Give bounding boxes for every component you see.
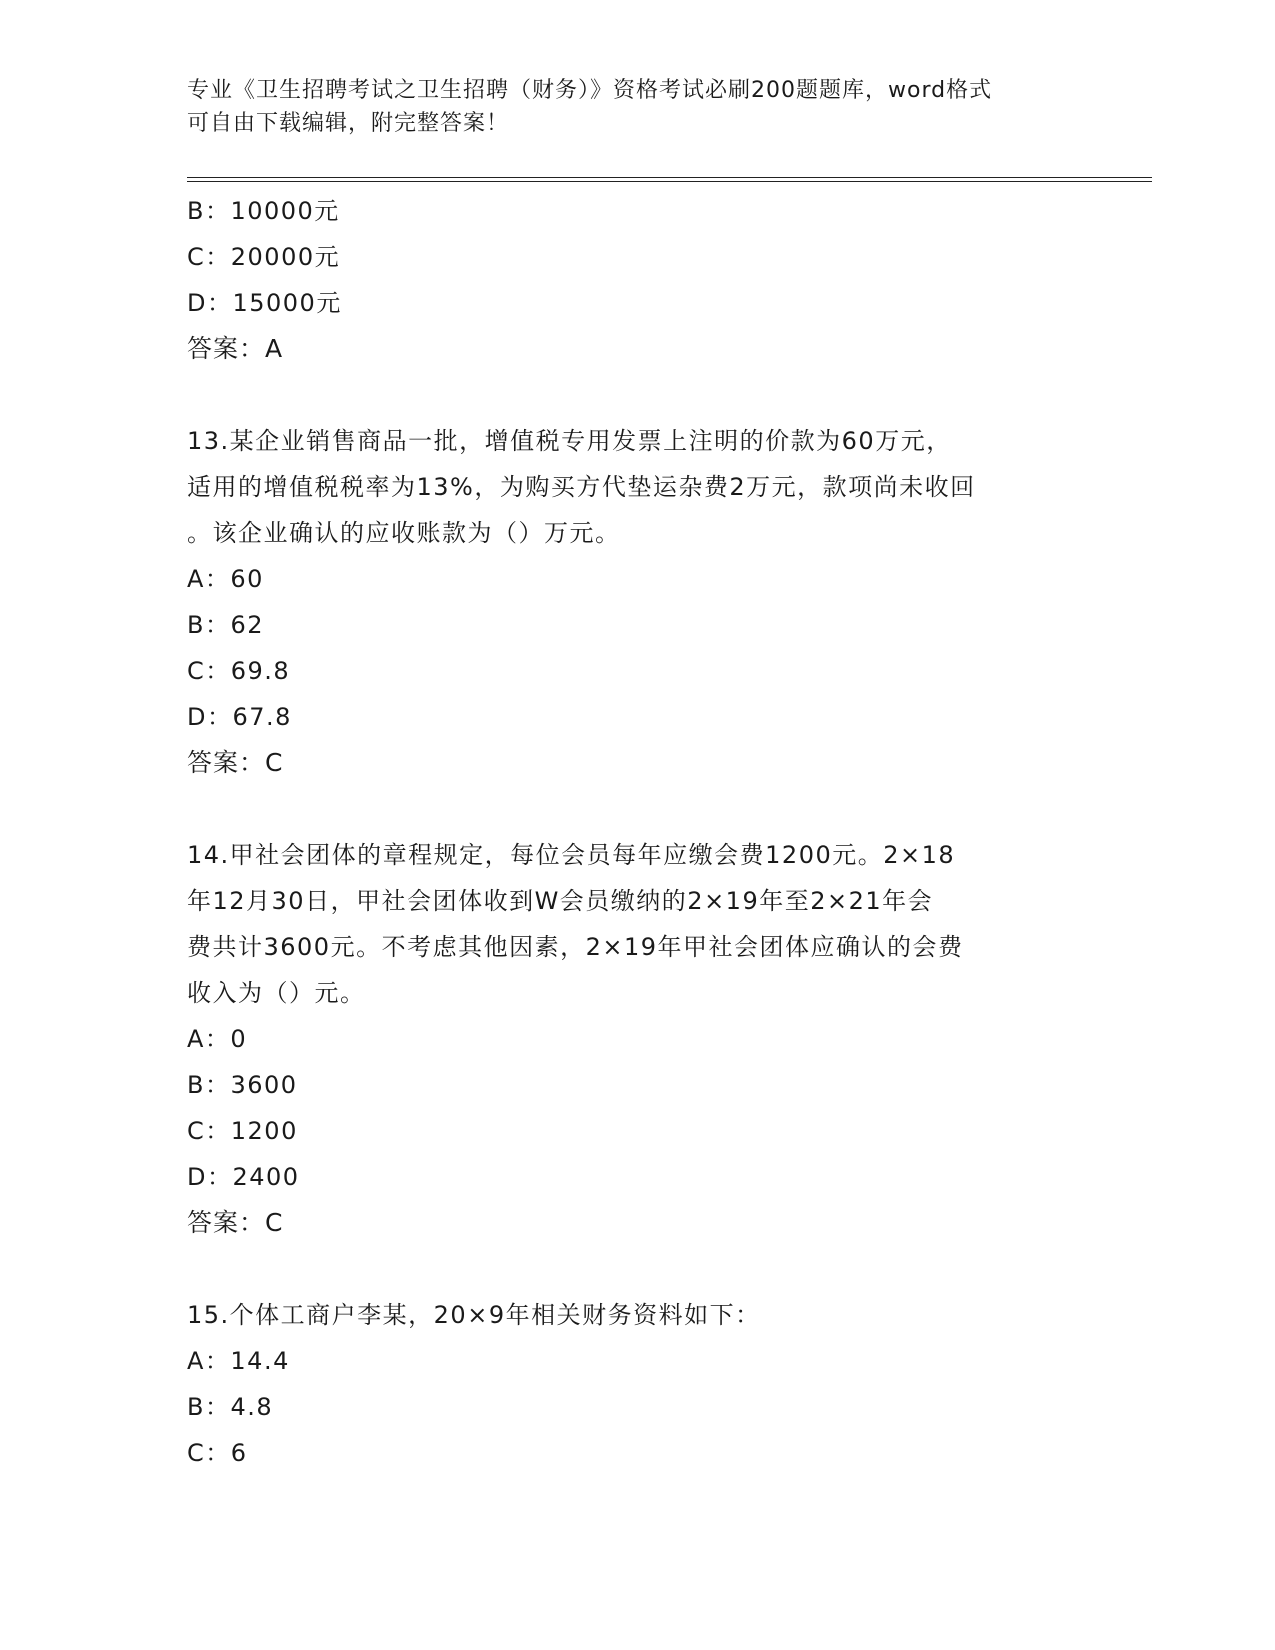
header-line-2: 可自由下载编辑，附完整答案！ <box>187 111 510 136</box>
answer-line: 答案：A <box>187 334 284 363</box>
option-b: B：10000元 <box>187 197 340 225</box>
spacer <box>187 372 1087 418</box>
spacer <box>187 786 1087 832</box>
question-15 <box>187 1292 1087 1476</box>
question-stem-line: 适用的增值税税率为13%，为购买方代垫运杂费2万元，款项尚未收回 <box>187 473 976 501</box>
option-d: D：15000元 <box>187 289 342 317</box>
question-stem-line: 年12月30日，甲社会团体收到W会员缴纳的2×19年至2×21年会 <box>187 887 934 915</box>
question-stem-line: 收入为（）元。 <box>187 979 366 1007</box>
answer-line: 答案：C <box>187 748 284 777</box>
header-line-1: 专业《卫生招聘考试之卫生招聘（财务）》资格考试必刷200题题库，word格式 <box>187 78 993 103</box>
question-12-tail <box>187 188 1087 372</box>
option-c: C：20000元 <box>187 243 341 271</box>
question-content <box>187 188 1087 1476</box>
question-13 <box>187 418 1087 786</box>
option-a: A：14.4 <box>187 1347 290 1375</box>
option-a: A：60 <box>187 565 264 593</box>
spacer <box>187 1246 1087 1292</box>
option-d: D：2400 <box>187 1163 300 1191</box>
question-stem-line: 。该企业确认的应收账款为（）万元。 <box>187 519 621 547</box>
option-d: D：67.8 <box>187 703 292 731</box>
option-b: B：4.8 <box>187 1393 274 1421</box>
question-stem-line: 13.某企业销售商品一批，增值税专用发票上注明的价款为60万元， <box>187 427 952 455</box>
question-stem-line: 15.个体工商户李某，20×9年相关财务资料如下： <box>187 1301 761 1329</box>
page-header <box>187 74 1067 140</box>
question-stem-line: 费共计3600元。不考虑其他因素，2×19年甲社会团体应确认的会费 <box>187 933 964 961</box>
header-rule-top <box>187 177 1152 178</box>
question-14 <box>187 832 1087 1246</box>
option-b: B：62 <box>187 611 265 639</box>
answer-line: 答案：C <box>187 1208 284 1237</box>
option-b: B：3600 <box>187 1071 298 1099</box>
option-c: C：6 <box>187 1439 248 1467</box>
question-stem-line: 14.甲社会团体的章程规定，每位会员每年应缴会费1200元。2×18 <box>187 841 956 869</box>
option-c: C：69.8 <box>187 657 291 685</box>
header-rule-bottom <box>187 181 1152 182</box>
option-c: C：1200 <box>187 1117 298 1145</box>
option-a: A：0 <box>187 1025 248 1053</box>
